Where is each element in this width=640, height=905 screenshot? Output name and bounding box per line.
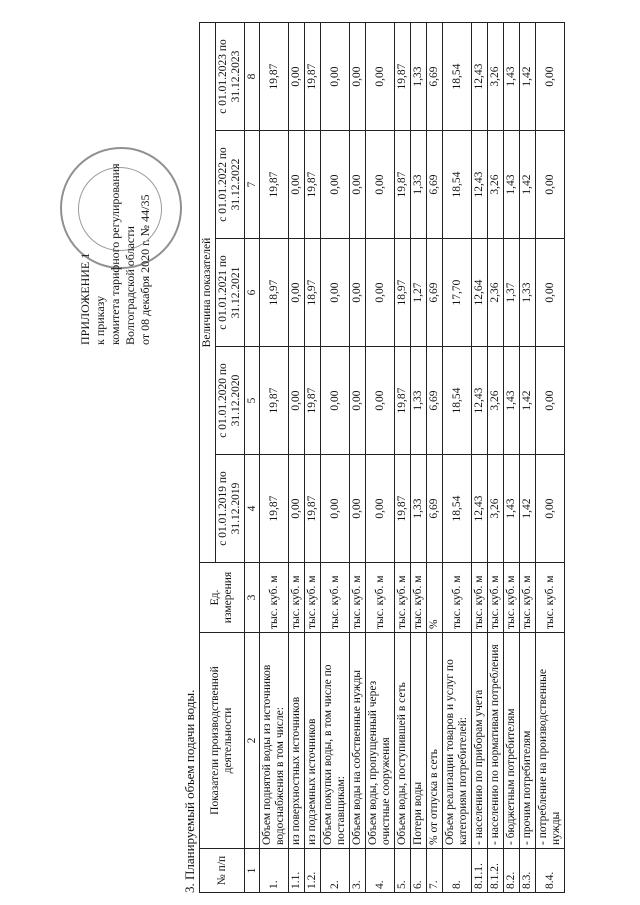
row-value: 1,42 — [520, 23, 536, 131]
row-unit: % — [427, 563, 443, 633]
row-value: 6,69 — [427, 131, 443, 239]
table-row — [305, 23, 321, 893]
column-number: 3 — [245, 563, 260, 633]
row-value: 0,00 — [289, 455, 305, 563]
row-indicator: Потери воды — [411, 633, 427, 849]
row-value: 12,43 — [472, 347, 488, 455]
row-unit: тыс. куб. м — [488, 563, 504, 633]
table-row — [321, 23, 350, 893]
row-value: 3,26 — [488, 347, 504, 455]
row-number: 4. — [366, 849, 395, 893]
row-number: 7. — [427, 849, 443, 893]
header-period: с 01.01.2021 по 31.12.2021 — [216, 239, 245, 347]
row-value: 19,87 — [305, 347, 321, 455]
row-value: 1,37 — [504, 239, 520, 347]
header-group: Величина показателей — [200, 23, 216, 563]
row-indicator: % от отпуска в сеть — [427, 633, 443, 849]
row-value: 18,54 — [443, 347, 472, 455]
row-value: 18,97 — [260, 239, 289, 347]
table-row — [536, 23, 565, 893]
appendix-line-1: к приказу — [93, 295, 107, 345]
row-number: 8.4. — [536, 849, 565, 893]
row-indicator: Объем покупки воды, в том числе по поставщикам: — [321, 633, 350, 849]
row-value: 6,69 — [427, 455, 443, 563]
row-number: 8.3. — [520, 849, 536, 893]
table-row — [366, 23, 395, 893]
table-row — [411, 23, 427, 893]
table-row — [520, 23, 536, 893]
appendix-line-2: комитета тарифного регулирования — [108, 163, 122, 345]
row-indicator: Объем воды на собственные нужды — [350, 633, 366, 849]
row-value: 0,00 — [350, 347, 366, 455]
row-unit: тыс. куб. м — [260, 563, 289, 633]
table-row — [443, 23, 472, 893]
row-value: 3,26 — [488, 23, 504, 131]
row-value: 1,33 — [411, 455, 427, 563]
row-unit: тыс. куб. м — [520, 563, 536, 633]
column-number: 7 — [245, 131, 260, 239]
row-value: 1,42 — [520, 131, 536, 239]
row-value: 1,33 — [411, 347, 427, 455]
row-value: 12,43 — [472, 131, 488, 239]
row-value: 1,42 — [520, 347, 536, 455]
row-number: 1. — [260, 849, 289, 893]
row-value: 1,33 — [411, 23, 427, 131]
header-period: с 01.01.2020 по 31.12.2020 — [216, 347, 245, 455]
table-row — [427, 23, 443, 893]
row-unit: тыс. куб. м — [366, 563, 395, 633]
row-value: 0,00 — [536, 23, 565, 131]
column-number: 5 — [245, 347, 260, 455]
row-value: 19,87 — [260, 131, 289, 239]
row-value: 12,43 — [472, 455, 488, 563]
water-supply-table — [199, 22, 565, 893]
row-value: 0,00 — [350, 239, 366, 347]
row-value: 19,87 — [260, 455, 289, 563]
row-unit: тыс. куб. м — [504, 563, 520, 633]
row-number: 5. — [395, 849, 411, 893]
row-unit: тыс. куб. м — [395, 563, 411, 633]
row-unit: тыс. куб. м — [443, 563, 472, 633]
column-number: 4 — [245, 455, 260, 563]
row-value: 1,33 — [411, 131, 427, 239]
column-number: 1 — [245, 849, 260, 893]
row-value: 3,26 — [488, 131, 504, 239]
row-value: 19,87 — [395, 23, 411, 131]
row-value: 6,69 — [427, 347, 443, 455]
column-number: 6 — [245, 239, 260, 347]
row-indicator: из поверхностных источников — [289, 633, 305, 849]
row-value: 1,42 — [520, 455, 536, 563]
row-unit: тыс. куб. м — [536, 563, 565, 633]
row-value: 0,00 — [366, 23, 395, 131]
table-row — [260, 23, 289, 893]
row-indicator: Объем реализации товаров и услуг по категориям потребителей: — [443, 633, 472, 849]
row-indicator: - потребление на производственные нужды — [536, 633, 565, 849]
row-value: 0,00 — [366, 347, 395, 455]
row-value: 18,54 — [443, 455, 472, 563]
row-value: 0,00 — [289, 131, 305, 239]
section-title: 3. Планируемый объем подачи воды. — [182, 689, 197, 893]
row-value: 0,00 — [536, 347, 565, 455]
header-period: с 01.01.2022 по 31.12.2022 — [216, 131, 245, 239]
row-value: 1,33 — [520, 239, 536, 347]
row-value: 17,70 — [443, 239, 472, 347]
row-number: 8.1.1. — [472, 849, 488, 893]
row-value: 19,87 — [305, 455, 321, 563]
row-value: 0,00 — [321, 347, 350, 455]
row-value: 2,36 — [488, 239, 504, 347]
table-body — [260, 23, 565, 893]
row-indicator: - прочим потребителям — [520, 633, 536, 849]
table-row — [395, 23, 411, 893]
row-value: 0,00 — [289, 347, 305, 455]
row-value: 18,97 — [305, 239, 321, 347]
row-number: 8. — [443, 849, 472, 893]
row-value: 0,00 — [536, 239, 565, 347]
appendix-title: ПРИЛОЖЕНИЕ 1 — [78, 252, 92, 345]
row-value: 0,00 — [366, 455, 395, 563]
row-value: 1,27 — [411, 239, 427, 347]
header-indicator: Показатели производственной деятельности — [200, 633, 245, 849]
row-number: 3. — [350, 849, 366, 893]
row-unit: тыс. куб. м — [321, 563, 350, 633]
row-value: 0,00 — [289, 239, 305, 347]
row-value: 0,00 — [366, 239, 395, 347]
row-value: 0,00 — [536, 131, 565, 239]
row-indicator: Объем поднятой воды из источников водоснабжения в том числе: — [260, 633, 289, 849]
row-value: 1,43 — [504, 131, 520, 239]
row-value: 0,00 — [321, 455, 350, 563]
header-period: с 01.01.2019 по 31.12.2019 — [216, 455, 245, 563]
row-value: 0,00 — [366, 131, 395, 239]
column-number: 2 — [245, 633, 260, 849]
table-row — [289, 23, 305, 893]
row-indicator: из подземных источников — [305, 633, 321, 849]
row-indicator: Объем воды, пропущенный через очистные сооружения — [366, 633, 395, 849]
row-value: 0,00 — [536, 455, 565, 563]
row-unit: тыс. куб. м — [472, 563, 488, 633]
header-num: № п/п — [200, 849, 245, 893]
row-value: 19,87 — [305, 23, 321, 131]
row-number: 1.1. — [289, 849, 305, 893]
row-unit: тыс. куб. м — [289, 563, 305, 633]
row-value: 19,87 — [260, 347, 289, 455]
row-value: 19,87 — [260, 23, 289, 131]
appendix-header — [78, 25, 153, 345]
row-value: 19,87 — [395, 347, 411, 455]
row-number: 8.1.2. — [488, 849, 504, 893]
row-indicator: - населению по нормативам потребления — [488, 633, 504, 849]
row-value: 6,69 — [427, 23, 443, 131]
row-value: 0,00 — [289, 23, 305, 131]
row-value: 1,43 — [504, 455, 520, 563]
row-value: 19,87 — [305, 131, 321, 239]
row-number: 1.2. — [305, 849, 321, 893]
row-value: 12,64 — [472, 239, 488, 347]
row-unit: тыс. куб. м — [411, 563, 427, 633]
row-value: 19,87 — [395, 455, 411, 563]
row-value: 0,00 — [350, 23, 366, 131]
table-row — [488, 23, 504, 893]
appendix-line-4: от 08 декабря 2020 г. № 44/35 — [138, 194, 152, 345]
row-number: 8.2. — [504, 849, 520, 893]
header-unit: Ед. измерения — [200, 563, 245, 633]
appendix-line-3: Волгоградской области — [123, 226, 137, 345]
row-unit: тыс. куб. м — [305, 563, 321, 633]
table-row — [472, 23, 488, 893]
row-indicator: Объем воды, поступившей в сеть — [395, 633, 411, 849]
row-value: 0,00 — [321, 131, 350, 239]
column-number: 8 — [245, 23, 260, 131]
table-row — [350, 23, 366, 893]
row-value: 1,43 — [504, 347, 520, 455]
row-value: 0,00 — [350, 455, 366, 563]
row-value: 0,00 — [321, 239, 350, 347]
row-indicator: - населению по приборам учета — [472, 633, 488, 849]
row-indicator: - бюджетным потребителям — [504, 633, 520, 849]
header-period: с 01.01.2023 по 31.12.2023 — [216, 23, 245, 131]
row-number: 6. — [411, 849, 427, 893]
row-value: 12,43 — [472, 23, 488, 131]
row-value: 3,26 — [488, 455, 504, 563]
row-value: 0,00 — [321, 23, 350, 131]
row-value: 6,69 — [427, 239, 443, 347]
row-value: 18,54 — [443, 131, 472, 239]
row-unit: тыс. куб. м — [350, 563, 366, 633]
row-value: 19,87 — [395, 131, 411, 239]
row-number: 2. — [321, 849, 350, 893]
row-value: 18,97 — [395, 239, 411, 347]
table-row — [504, 23, 520, 893]
row-value: 18,54 — [443, 23, 472, 131]
row-value: 1,43 — [504, 23, 520, 131]
row-value: 0,00 — [350, 131, 366, 239]
